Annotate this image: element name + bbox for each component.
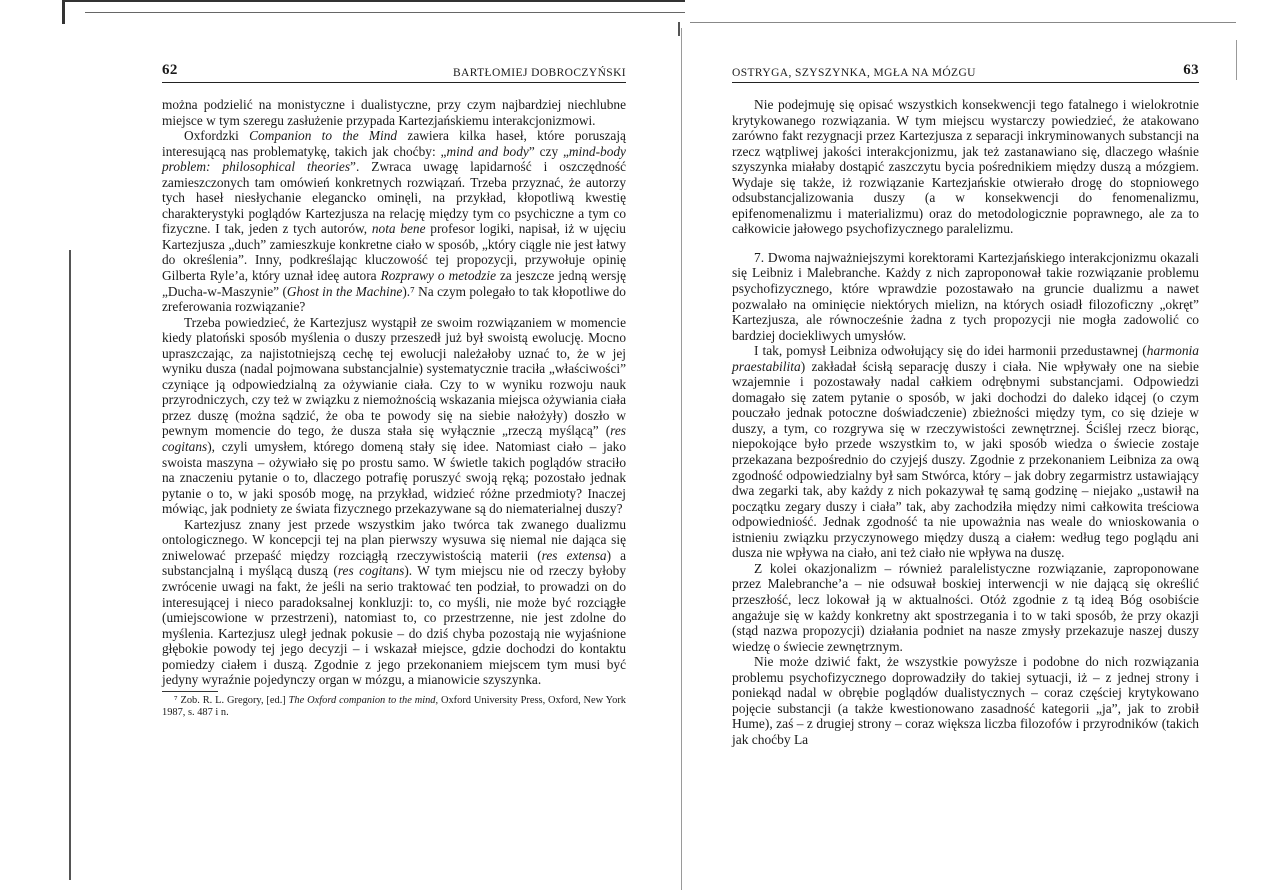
right-page-body [732, 97, 1199, 747]
right-page [732, 60, 1199, 747]
footnote [162, 695, 626, 719]
text-run: Z kolei okazjonalizm – również paralelistyczne rozwiązanie, zaproponowane przez Malebranche’a – nie odsuwał boskiej interwencji w nie dającą się określić przeszłość, lecz lokował ją w aktualności. Otóż zgodnie z tą ideą Bóg osobiście angażuje się w każdy konkretny akt spostrzegania i to w taki sposób, że przy okazji (stąd nazwa propozycji) działania podniet na nasze zmysły przekazuje naszej duszy wiedzę o świecie zewnętrznym. [732, 560, 1199, 654]
text-run: można podzielić na monistyczne i dualistyczne, przy czym najbardziej niechlubne miejsce w tym szeregu zasłużenie przypada Kartezjańskiemu interakcjonizmowi. [162, 97, 626, 128]
right-running-header [732, 60, 1199, 83]
gutter-mark [678, 22, 687, 36]
left-page-body [162, 97, 626, 688]
right-page-number: 63 [1183, 62, 1199, 78]
paragraph [732, 97, 1199, 237]
scan-right-edge [1236, 40, 1237, 80]
paragraph [162, 315, 626, 517]
italic-text: res extensa [541, 547, 607, 563]
left-page [162, 60, 626, 719]
left-running-header [162, 60, 626, 83]
paragraph [732, 561, 1199, 654]
left-page-number: 62 [162, 62, 178, 78]
text-run: ) zakładał ścisłą separację duszy i ciała. Nie wpływały one na siebie wzajemnie i pozostawały nadal całkiem odrębnymi substancjami. Odpowiedzi domagało się zatem pytanie o sposób, w jaki dochodzi do daleko idącej (o czym pouczało jednak potoczne doświadczenie) zbieżności między tym, co się dzieje w duszy, a tym, co rozgrywa się w rzeczywistości zewnętrznej. Ściślej rzecz biorąc, niepokojące było przede wszystkim to, w jaki sposób wiedza o świecie zostaje przekazana bezpośrednio do czyjejś duszy. Zgodnie z przekonaniem Leibniza za ową zgodność odpowiedzialny był sam Stwórca, który – jak dobry zegarmistrz ustawiający dwa zegarki tak, aby każdy z nich pokazywał tę samą godzinę – niejako „ustawił na początku zegary duszy i ciała” tak, aby zachodziła między nimi całkowita treściowa odpowiedniość. Jednak zgodność ta nie upoważnia nas weale do wnioskowania o istnieniu związku przyczynowego między duszą a ciałem: według tego poglądu ani dusza nie wpływa na ciało, ani też ciało nie wpływa na duszę. [732, 358, 1199, 561]
scan-edge-mark [62, 0, 685, 24]
text-run: I tak, pomysł Leibniza odwołujący się do idei harmonii przedustawnej ( [754, 343, 1147, 359]
italic-text: nota bene [371, 221, 426, 237]
text-run: 7. Dwoma najważniejszymi korektorami Kartezjańskiego interakcjonizmu okazali się Leibniz i Malebranche. Każdy z nich zaproponował takie rozwiązanie problemu psychofizycznego, które wprawdzie pozostawało na gruncie dualizmu a nawet pozwalało na ominięcie niektórych mielizn, na których osiadł filozoficzny „okręt” Kartezjusza, ale równocześnie żadna z tych propozycji nie mogła zadowolić co bardziej dociekliwych umysłów. [732, 249, 1199, 343]
italic-text: mind and body [446, 143, 529, 159]
paragraph [162, 517, 626, 688]
text-run: profesor logiki, napisał, iż w ujęciu Kartezjusza „duch” zamieszkuje konkretne ciało w sposób, „który ciągle nie jest łatwy do określenia”. Inny, podkreślając kluczowość tej propozycji, przywołuje opinię Gilberta Ryle’a, który uznał ideę autora [162, 221, 626, 284]
scan-top-rule [690, 22, 1236, 23]
italic-text: Companion to the Mind [249, 128, 398, 144]
right-running-head-title: OSTRYGA, SZYSZYNKA, MGŁA NA MÓZGU [732, 67, 976, 79]
text-run: Trzeba powiedzieć, że Kartezjusz wystąpił ze swoim rozwiązaniem w momencie kiedy platoński sposób myślenia o duszy przeszedł już był swoistą ewolucję. Mocno upraszczając, za najistotniejszą cechę tej ewolucji należałoby uznać to, że w jej wyniku dusza (nadal pojmowana substancjalnie) systematycznie traciła „właściwości” czyniące ją odpowiedzialną za ożywianie ciała. Czy to w wyniku rozwoju nauk przyrodniczych, czy też w związku z niemożnością wskazania miejsca ożywiania ciała przez duszę (można sądzić, że oba te powody się na siebie nałożyły) doszło w pewnym momencie do tego, że dusza stała się wyłącznie „rzeczą myślącą” ( [162, 314, 626, 439]
italic-text: res cogitans [162, 423, 626, 455]
paragraph [732, 250, 1199, 343]
italic-text: Rozprawy o metodzie [380, 268, 497, 284]
italic-text: harmonia praestabilita [732, 343, 1199, 374]
text-run: ), czyli umysłem, którego domeną stały się idee. Natomiast ciało – jako swoista maszyna – ożywiało się po prostu samo. W świetle takich poglądów straciło na znaczeniu pytanie o to, dlaczego potrafię poruszyć swoją ręką; pozostało jednak pytanie o to, w jaki sposób mogę, na przykład, widzieć różne przedmioty? Inaczej mówiąc, jak podniety ze świata fizycznego przekazywane są do niematerialnej duszy? [162, 439, 626, 517]
left-running-head-title: BARTŁOMIEJ DOBROCZYŃSKI [452, 67, 626, 79]
text-run: Oxford University Press, Oxford, New York 1987, s. 487 i n. [162, 694, 626, 718]
text-run: ”. Zwraca uwagę lapidarność i oszczędność zamieszczonych tam omówień konkretnych rozwiązań. Trzeba przyznać, że autorzy tych haseł niesłychanie elegancko ominęli, na przykład, kłopotliwą kwestię charakterystyki poglądów Kartezjusza na relację między tym co psychiczne a tym co fizyczne. I tak, jeden z tych autorów, [162, 159, 626, 237]
paragraph [732, 654, 1199, 747]
paragraph [732, 343, 1199, 561]
book-spine-gutter [681, 28, 682, 890]
text-run: Nie może dziwić fakt, że wszystkie powyższe i podobne do nich rozwiązania problemu psychofizycznego doprowadziły do takiej sytuacji, iż – z jednej strony i poniekąd nadal w obrębie poglądów dualistycznych – coraz częściej krytykowano pojęcie substancji (a także kwestionowano zasadność kategorii „ja”, jak to zrobił Hume), zaś – z drugiej strony – coraz większa liczba filozofów i przyrodników (takich jak choćby La [732, 654, 1199, 747]
paragraph [162, 128, 626, 315]
text-run: ). W tym miejscu nie od rzeczy byłoby zwrócenie uwagi na fakt, że jeśli na serio traktować ten podział, to prowadzi on do interesującej i nieco paradoksalnej konkluzji: to, co myśli, nie może być rozciągłe (umiejscowione w przestrzeni), natomiast to, co przestrzenne, nie jest zdolne do myślenia. Kartezjusz uległ jednak pokusie – do dziś chyba pozostają nie wyjaśnione głębokie powody tej jego decyzji – i wskazał miejsce, gdzie dochodzi do kontaktu pomiedzy ciałem i duszą. Zgodnie z jego przekonaniem miejscem tym musi być jedyny wyraźnie pojedynczy organ w mózgu, a mianowicie szyszynka. [162, 563, 626, 688]
text-run: za jeszcze jedną wersję „Ducha-w-Maszynie” ( [162, 268, 626, 299]
text-run: Kartezjusz znany jest przede wszystkim jako twórca tak zwanego dualizmu ontologicznego. W koncepcji tej na plan pierwszy wysuwa się niemal nie dająca się zniwelować przepaść między rozciągłą rzeczywistością materii ( [162, 516, 626, 563]
italic-text: res cogitans [337, 563, 405, 579]
italic-text: The Oxford companion to the mind, [288, 694, 439, 706]
paragraph [162, 97, 626, 128]
text-run: ” czy „ [528, 143, 569, 159]
italic-text: Ghost in the Machine [286, 283, 403, 299]
italic-text: mind-body problem: philosophical theories [162, 143, 626, 175]
scan-left-edge [69, 250, 71, 880]
footnote-rule [162, 691, 218, 692]
text-run: ⁷ Zob. R. L. Gregory, [ed.] [174, 694, 289, 706]
text-run: zawiera kilka haseł, które poruszają interesującą nas problematykę, takich jak choćby: „ [162, 128, 626, 159]
text-run: ) a substancjalną i myślącą duszą ( [162, 547, 627, 579]
text-run: Oxfordzki [184, 128, 250, 144]
text-run: Nie podejmuję się opisać wszystkich konsekwencji tego fatalnego i wielokrotnie krytykowanego rozwiązania. W tym miejscu wystarczy powiedzieć, że atakowano zarówno fakt rezygnacji przez Kartezjusza z separacji inkryminowanych substancji na rzecz wątpliwej jakości interakcjonizmu, jak też zastanawiano się, dlaczego właśnie szyszynka miałaby dostąpić zaszczytu bycia pośrednikiem między duszą a mózgiem. Wydaje się także, iż rozwiązanie Kartezjańskie otwierało drogę do stopniowego odsubstancjalizowania duszy (a w konsekwencji do fenomenalizmu, epifenomenalizmu i materializmu) oraz do metodologicznie poprawnego, ale za to całkowicie jałowego psychofizycznego paralelizmu. [732, 97, 1199, 237]
text-run: ).⁷ Na czym polegało to tak kłopotliwe do zreferowania rozwiązanie? [162, 283, 626, 315]
